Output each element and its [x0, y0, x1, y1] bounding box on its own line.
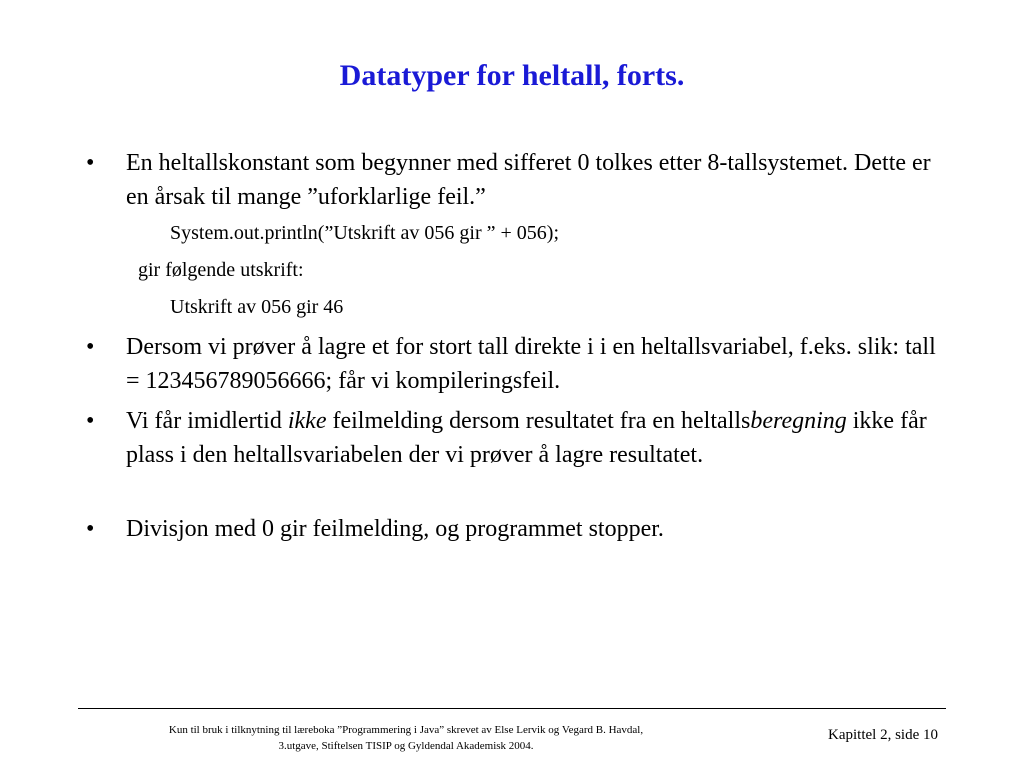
bullet-text-part: ikke får plass i den heltallsvariabelen der vi prøver å lagre resultatet.	[126, 408, 927, 468]
footer-divider	[78, 708, 946, 709]
bullet-item	[86, 330, 946, 398]
footer-note-line: 3.utgave, Stiftelsen TISIP og Gyldendal Akademisk 2004.	[278, 740, 534, 752]
bullet-dot: •	[86, 516, 95, 542]
slide-title: Datatyper for heltall, forts.	[339, 59, 685, 92]
bullet-dot: •	[86, 408, 95, 434]
code-example: System.out.println(”Utskrift av 056 gir ” + 056);	[170, 222, 560, 244]
example-output: Utskrift av 056 gir 46	[170, 296, 344, 318]
emphasis-ikke: ikke	[287, 408, 327, 434]
bullet-text: En heltallskonstant som begynner med sifferet 0 tolkes etter 8-tallsystemet. Dette er en årsak til mange ”uforklarlige feil.”	[126, 150, 931, 210]
footer-copyright-note	[150, 722, 662, 754]
emphasis-beregning: beregning	[750, 408, 847, 434]
bullet-dot: •	[86, 150, 95, 176]
bullet-text: Divisjon med 0 gir feilmelding, og programmet stopper.	[126, 516, 664, 542]
bullet-text: Dersom vi prøver å lagre et for stort tall direkte i i en heltallsvariabel, f.eks. slik: tall = 123456789056666; får vi kompileringsfeil.	[126, 334, 936, 394]
example-lead-text: gir følgende utskrift:	[138, 259, 304, 281]
bullet-text-part: feilmelding dersom resultatet fra en heltalls	[326, 408, 751, 434]
bullet-item	[86, 404, 946, 472]
bullet-text-part: Vi får imidlertid	[126, 408, 288, 434]
page-number: Kapittel 2, side 10	[828, 727, 938, 743]
bullet-dot: •	[86, 334, 95, 360]
footer-note-line: Kun til bruk i tilknytning til læreboka ”Programmering i Java” skrevet av Else Lervik og Vegard B. Havdal,	[168, 724, 644, 736]
bullet-item	[86, 146, 946, 214]
bullet-text	[126, 404, 946, 472]
bullet-item	[86, 512, 946, 546]
